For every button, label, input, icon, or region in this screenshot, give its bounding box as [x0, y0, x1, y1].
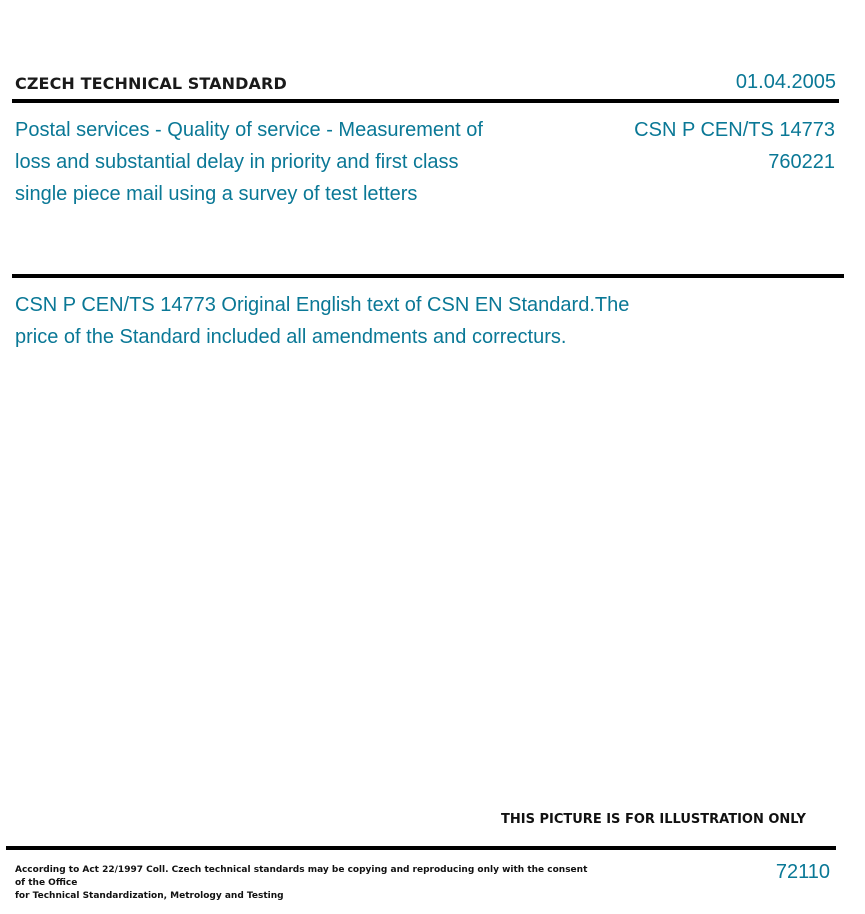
legal-notice: [15, 864, 595, 903]
standard-code: CSN P CEN/TS 14773: [634, 119, 835, 141]
legal-notice-line: According to Act 22/1997 Coll. Czech technical standards may be copying and reproducing only with the consent of the Office: [15, 865, 588, 888]
standard-title: [15, 114, 555, 210]
standard-title-line: loss and substantial delay in priority and first class: [15, 151, 459, 173]
description-line: price of the Standard included all amendments and correcturs.: [15, 326, 567, 348]
header-divider: [12, 99, 839, 103]
footer-code: 72110: [775, 861, 830, 883]
footer-divider: [6, 846, 836, 850]
standard-identifiers: [634, 114, 835, 178]
legal-notice-line: for Technical Standardization, Metrology and Testing: [15, 891, 284, 901]
standard-description: [15, 289, 715, 353]
issue-date: 01.04.2005: [735, 71, 836, 93]
standard-title-line: Postal services - Quality of service - Measurement of: [15, 119, 483, 141]
document-heading: CZECH TECHNICAL STANDARD: [15, 74, 287, 93]
standard-title-line: single piece mail using a survey of test letters: [15, 183, 418, 205]
description-line: CSN P CEN/TS 14773 Original English text of CSN EN Standard.The: [15, 294, 630, 316]
illustration-notice: THIS PICTURE IS FOR ILLUSTRATION ONLY: [501, 812, 806, 827]
classification-code: 760221: [768, 151, 835, 173]
section-divider: [12, 274, 844, 278]
